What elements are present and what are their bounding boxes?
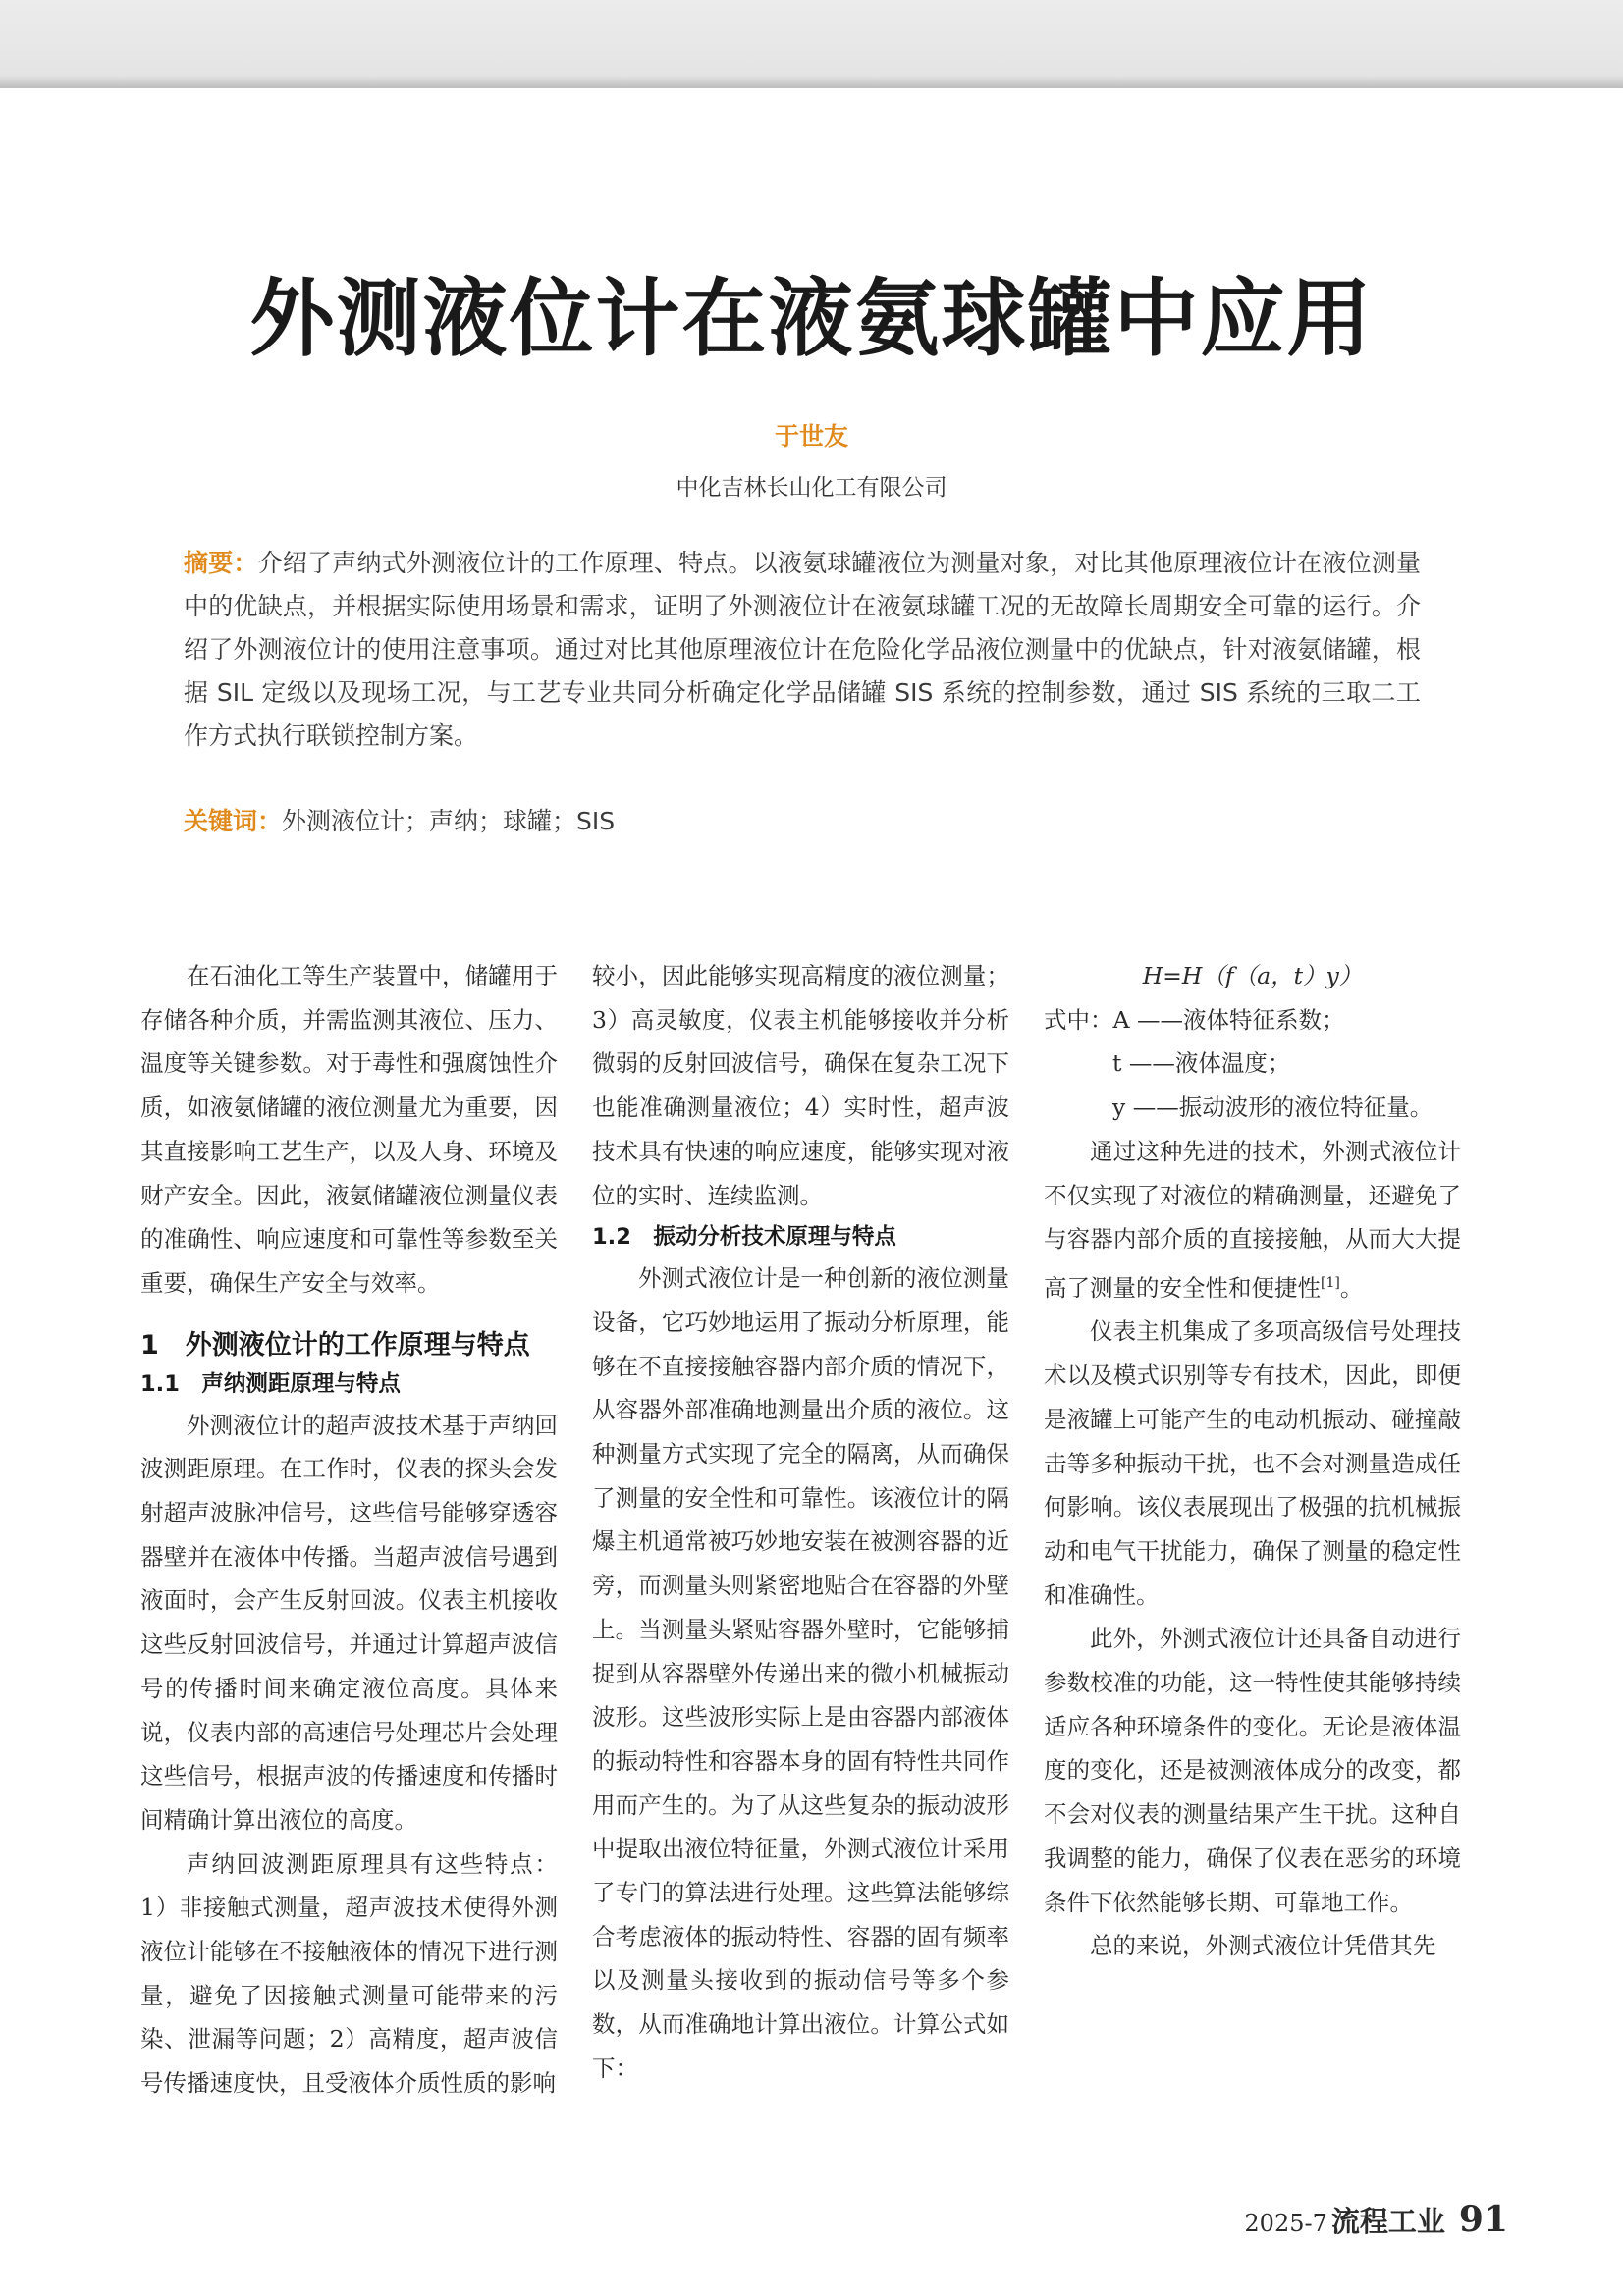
keywords	[184, 802, 1421, 837]
formula: H=H（f（a，t）y）	[1142, 962, 1363, 989]
footer-issue: 2025-7	[1244, 2210, 1327, 2237]
body-column-3	[1044, 954, 1461, 1968]
paragraph-summary: 总的来说，外测式液位计凭借其先	[1090, 1932, 1436, 1960]
subsection-heading-1-1: 1.1 声纳测距原理与特点	[140, 1370, 401, 1397]
paragraph-signal-processing: 仪表主机集成了多项高级信号处理技术以及模式识别等专有技术，因此，即便是液罐上可能产生的电动机振动、碰撞敲击等多种振动干扰，也不会对测量造成任何影响。该仪表展现出了极强的抗机械振动和电气干扰能力，确保了测量的稳定性和准确性。	[1044, 1317, 1461, 1609]
paragraph-advantages-text: 通过这种先进的技术，外测式液位计不仅实现了对液位的精确测量，还避免了与容器内部介质的直接接触，从而大大提高了测量的安全性和便捷性	[1044, 1137, 1461, 1302]
page-footer	[1244, 2199, 1508, 2240]
paragraph-advantages-end: 。	[1339, 1273, 1364, 1302]
formula-definition-t: t ——液体温度；	[1112, 1049, 1291, 1078]
formula-definition-y: y ——振动波形的液位特征量。	[1112, 1094, 1434, 1122]
subsection-heading-1-2: 1.2 振动分析技术原理与特点	[592, 1224, 896, 1251]
paragraph-sonar-principle: 外测液位计的超声波技术基于声纳回波测距原理。在工作时，仪表的探头会发射超声波脉冲信号，这些信号能够穿透容器壁并在液体中传播。当超声波信号遇到液面时，会产生反射回波。仪表主机接收这些反射回波信号，并通过计算超声波信号的传播时间来确定液位高度。具体来说，仪表内部的高速信号处理芯片会处理这些信号，根据声波的传播速度和传播时间精确计算出液位的高度。	[140, 1411, 558, 1834]
abstract-text: 介绍了声纳式外测液位计的工作原理、特点。以液氨球罐液位为测量对象，对比其他原理液位计在液位测量中的优缺点，并根据实际使用场景和需求，证明了外测液位计在液氨球罐工况的无故障长周期安全可靠的运行。介绍了外测液位计的使用注意事项。通过对比其他原理液位计在危险化学品液位测量中的优缺点，针对液氨储罐，根据 SIL 定级以及现场工况，与工艺专业共同分析确定化学品储罐 SIS 系统的控制参数，通过 SIS 系统的三取二工作方式执行联锁控制方案。	[184, 549, 1421, 750]
article-author: 于世友	[774, 422, 848, 451]
paragraph-intro: 在石油化工等生产装置中，储罐用于存储各种介质，并需监测其液位、压力、温度等关键参数。对于毒性和强腐蚀性介质，如液氨储罐的液位测量尤为重要，因其直接影响工艺生产，以及人身、环境及财产安全。因此，液氨储罐液位测量仪表的准确性、响应速度和可靠性等参数至关重要，确保生产安全与效率。	[140, 962, 558, 1297]
body-column-1	[140, 954, 558, 2106]
author-affiliation: 中化吉林长山化工有限公司	[676, 475, 947, 501]
section-heading-1: 1 外测液位计的工作原理与特点	[140, 1329, 530, 1361]
abstract	[184, 542, 1421, 758]
keywords-text: 外测液位计；声纳；球罐；SIS	[282, 807, 616, 835]
keywords-label: 关键词：	[184, 807, 283, 835]
footer-journal-name: 流程工业	[1330, 2205, 1445, 2238]
footer-page-number: 91	[1458, 2199, 1508, 2240]
paragraph-advantages	[1044, 1130, 1461, 1310]
paragraph-sonar-features: 声纳回波测距原理具有这些特点：1）非接触式测量，超声波技术使得外测液位计能够在不接触液体的情况下进行测量，避免了因接触式测量可能带来的污染、泄漏等问题；2）高精度，超声波信号传播速度快，且受液体介质性质的影响	[140, 1849, 558, 2098]
article-title: 外测液位计在液氨球罐中应用	[249, 270, 1374, 368]
paragraph-vibration-principle: 外测式液位计是一种创新的液位测量设备，它巧妙地运用了振动分析原理，能够在不直接接触容器内部介质的情况下，从容器外部准确地测量出介质的液位。这种测量方式实现了完全的隔离，从而确保了测量的安全性和可靠性。该液位计的隔爆主机通常被巧妙地安装在被测容器的近旁，而测量头则紧密地贴合在容器的外壁上。当测量头紧贴容器外壁时，它能够捕捉到从容器壁外传递出来的微小机械振动波形。这些波形实际上是由容器内部液体的振动特性和容器本身的固有特性共同作用而产生的。为了从这些复杂的振动波形中提取出液位特征量，外测式液位计采用了专门的算法进行处理。这些算法能够综合考虑液体的振动特性、容器的固有频率以及测量头接收到的振动信号等多个参数，从而准确地计算出液位。计算公式如下：	[592, 1264, 1009, 2082]
abstract-label: 摘要：	[184, 549, 258, 577]
formula-definition-a: 式中：A ——液体特征系数；	[1044, 1005, 1345, 1034]
citation-1: [1]	[1321, 1274, 1340, 1291]
body-column-2	[592, 954, 1009, 2091]
paragraph-sonar-features-cont: 较小，因此能够实现高精度的液位测量；3）高灵敏度，仪表主机能够接收并分析微弱的反射回波信号，确保在复杂工况下也能准确测量液位；4）实时性，超声波技术具有快速的响应速度，能够实现对液位的实时、连续监测。	[592, 962, 1009, 1209]
top-header-bar	[0, 0, 1623, 88]
paragraph-auto-calibration: 此外，外测式液位计还具备自动进行参数校准的功能，这一特性使其能够持续适应各种环境条件的变化。无论是液体温度的变化，还是被测液体成分的改变，都不会对仪表的测量结果产生干扰。这种自我调整的能力，确保了仪表在恶劣的环境条件下依然能够长期、可靠地工作。	[1044, 1625, 1461, 1916]
